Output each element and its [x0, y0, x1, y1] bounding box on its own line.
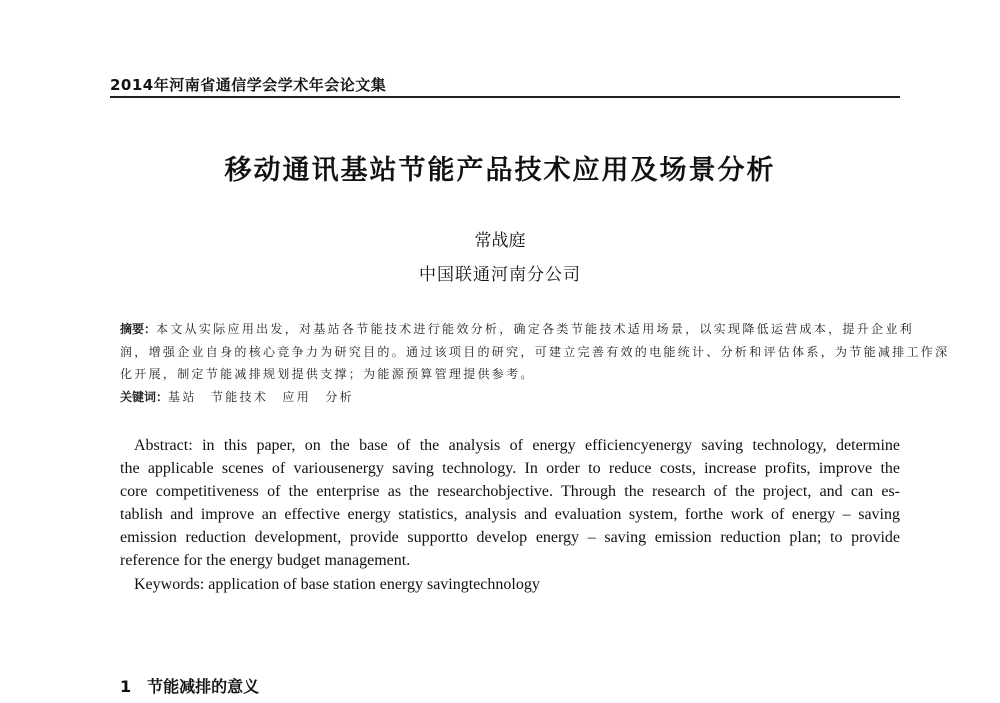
keywords-text: 基站 节能技术 应用 分析	[168, 390, 354, 404]
section-heading: 1 节能减排的意义	[120, 677, 260, 696]
affiliation: 中国联通河南分公司	[419, 265, 581, 285]
keywords-en: Keywords: application of base station energy savingtechnology	[134, 576, 540, 593]
abstract-label: 摘要：	[120, 322, 157, 336]
abstract-cn-line: 化开展，制定节能减排规划提供支撑；为能源预算管理提供参考。	[120, 367, 535, 381]
abstract-text: 本文从实际应用出发，对基站各节能技术进行能效分析，确定各类节能技术适用场景，以实现降低运营成本，提升企业利	[156, 322, 914, 336]
paper-title: 移动通讯基站节能产品技术应用及场景分析	[224, 155, 776, 186]
abstract-en-line: tablish and improve an effective energy statistics, analysis and evaluation system, forthe work of energy – saving	[120, 506, 900, 523]
abstract-en-line: Abstract: in this paper, on the base of the analysis of energy efficiencyenergy saving technology, determine	[134, 437, 900, 454]
keywords-label: 关键词：	[120, 390, 169, 404]
abstract-en-line: emission reduction development, provide supportto develop energy – saving emission reduction plan; to provide	[120, 529, 900, 546]
author: 常战庭	[474, 231, 526, 251]
abstract-en-line: the applicable scenes of variousenergy saving technology. In order to reduce costs, increase profits, improve the	[120, 460, 900, 477]
proceedings-header: 2014年河南省通信学会学术年会论文集	[110, 76, 387, 94]
abstract-en-line: core competitiveness of the enterprise as the researchobjective. Through the research of the project, and can es-	[120, 483, 900, 500]
header-rule	[110, 96, 900, 98]
abstract-en-line: reference for the energy budget management.	[120, 552, 411, 569]
keywords-cn	[120, 386, 900, 408]
abstract-cn-line	[120, 318, 914, 340]
abstract-cn-line: 润，增强企业自身的核心竞争力为研究目的。通过该项目的研究，可建立完善有效的电能统计、分析和评估体系，为节能减排工作深	[120, 345, 950, 359]
